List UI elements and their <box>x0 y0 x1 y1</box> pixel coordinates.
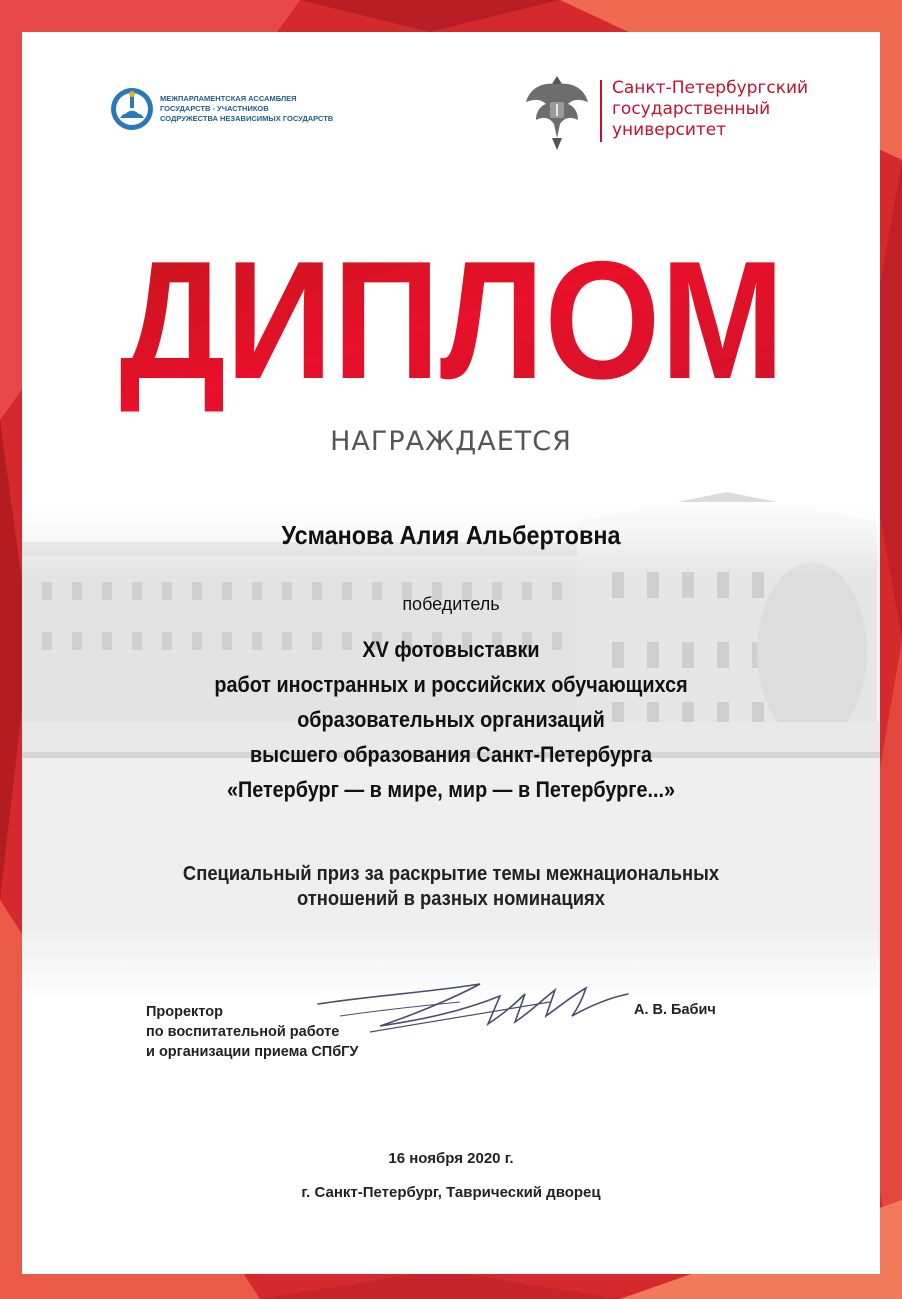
logo-divider <box>600 80 602 142</box>
assembly-logo <box>110 84 370 140</box>
event-line-4: высшего образования Санкт-Петербурга <box>250 742 652 767</box>
university-name <box>612 78 808 141</box>
signer-name: А. В. Бабич <box>634 1002 716 1018</box>
event-line-5: «Петербург — в мире, мир — в Петербурге...» <box>226 777 676 802</box>
event-line-1: XV фотовыставки <box>362 637 540 662</box>
assembly-name <box>160 94 333 124</box>
signer-position-line-1: Проректор <box>146 1004 223 1020</box>
university-logo <box>522 68 822 158</box>
recipient-name: Усманова Алия Альбертовна <box>281 520 621 550</box>
event-line-2: работ иностранных и российских обучающихся <box>214 672 688 697</box>
handwritten-signature <box>310 976 630 1056</box>
spbu-eagle-emblem-icon <box>522 68 592 154</box>
issue-place: г. Санкт-Петербург, Таврический дворец <box>301 1184 601 1201</box>
university-line-2: государственный <box>612 99 771 119</box>
cis-assembly-emblem-icon <box>110 84 154 134</box>
event-description <box>22 632 880 807</box>
diploma-title-graphic <box>112 226 792 414</box>
recipient-role: победитель <box>402 594 500 614</box>
awarded-label: НАГРАЖДАЕТСЯ <box>330 426 572 457</box>
signer-position-line-3: и организации приема СПбГУ <box>146 1044 359 1060</box>
prize-description <box>56 862 845 912</box>
prize-line-2: отношений в разных номинациях <box>297 888 605 910</box>
assembly-line-1: МЕЖПАРЛАМЕНТСКАЯ АССАМБЛЕЯ <box>160 94 297 103</box>
university-line-1: Санкт-Петербургский <box>612 78 809 98</box>
diploma-sheet <box>22 32 880 1274</box>
university-line-3: университет <box>612 120 727 140</box>
event-line-3: образовательных организаций <box>297 707 605 732</box>
prize-line-1: Специальный приз за раскрытие темы межнациональных <box>182 863 720 885</box>
diploma-title: ДИПЛОМ <box>119 226 785 414</box>
issue-date: 16 ноября 2020 г. <box>388 1150 514 1167</box>
assembly-line-2: ГОСУДАРСТВ - УЧАСТНИКОВ <box>160 104 269 113</box>
assembly-line-3: СОДРУЖЕСТВА НЕЗАВИСИМЫХ ГОСУДАРСТВ <box>160 114 334 123</box>
signer-position-line-2: по воспитательной работе <box>146 1024 340 1040</box>
